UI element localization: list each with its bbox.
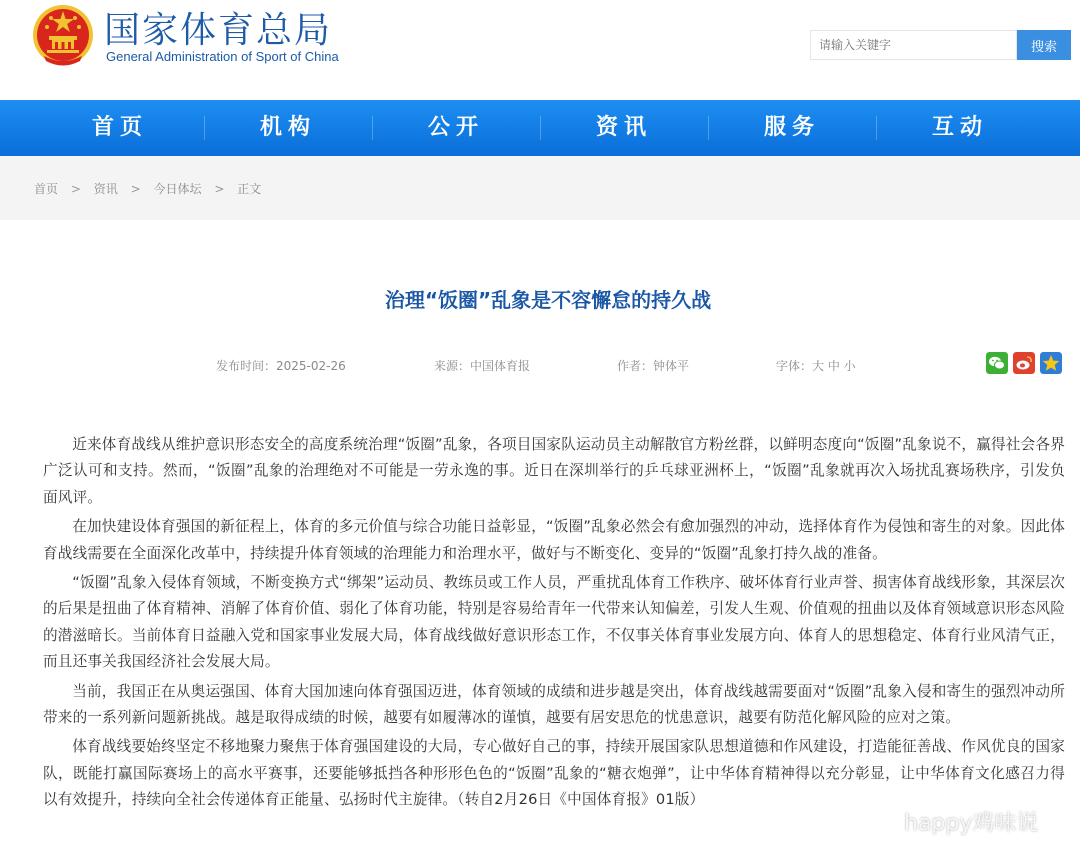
breadcrumb-current: 正文 — [237, 182, 262, 196]
font-size-switcher[interactable]: 字体：大 中 小 — [776, 359, 856, 373]
article-paragraph: 近来体育战线从维护意识形态安全的高度系统治理“饭圈”乱象，各项目国家队运动员主动解散官方粉丝群，以鲜明态度向“饭圈”乱象说不，赢得社会各界广泛认可和支持。然而，“饭圈”乱象的治理绝对不可能是一劳永逸的事。近日在深圳举行的乒乓球亚洲杯上，“饭圈”乱象就再次入场扰乱赛场秩序，引发负面风评。 — [43, 436, 1065, 506]
article-paragraph: 当前，我国正在从奥运强国、体育大国加速向体育强国迈进，体育领域的成绩和进步越是突出，体育战线越需要面对“饭圈”乱象入侵和寄生的强烈冲动所带来的一系列新问题新挑战。越是取得成绩的时候，越要有如履薄冰的谨慎，越要有居安思危的忧患意识，越要有防范化解风险的应对之策。 — [43, 682, 1065, 727]
site-header — [0, 0, 1080, 100]
site-name-cn[interactable]: 国家体育总局 — [104, 10, 333, 51]
breadcrumb-today-sports[interactable]: 今日体坛 — [153, 182, 202, 196]
breadcrumb-home[interactable]: 首页 — [34, 182, 59, 196]
national-emblem-icon[interactable] — [30, 2, 96, 68]
wechat-icon[interactable] — [986, 352, 1008, 374]
watermark: happy鸡味说 — [904, 811, 1039, 836]
article-source: 来源：中国体育报 — [434, 359, 531, 373]
breadcrumb-news[interactable]: 资讯 — [93, 182, 118, 196]
breadcrumb-separator: > — [130, 182, 141, 196]
nav-item-interact[interactable]: 互动 — [931, 115, 988, 140]
nav-item-service[interactable]: 服务 — [763, 115, 820, 140]
breadcrumb — [34, 180, 261, 197]
article-paragraph: 体育战线要始终坚定不移地聚力聚焦于体育强国建设的大局，专心做好自己的事，持续开展国家队思想道德和作风建设，打造能征善战、作风优良的国家队，既能打赢国际赛场上的高水平赛事，还要能够抵挡各种形形色色的“饭圈”乱象的“糖衣炮弹”，让中华体育精神得以充分彰显，让中华体育文化感召力得以有效提升，持续向全社会传递体育正能量、弘扬时代主旋律。（转自2月26日《中国体育报》01版） — [43, 738, 1065, 809]
nav-item-home[interactable]: 首页 — [91, 115, 148, 140]
nav-item-public[interactable]: 公开 — [427, 115, 484, 140]
weibo-icon[interactable] — [1013, 352, 1035, 374]
star-icon[interactable] — [1040, 352, 1062, 374]
breadcrumb-separator: > — [214, 182, 225, 196]
site-name-en: General Administration of Sport of China — [106, 49, 339, 64]
search-input[interactable] — [810, 30, 1017, 60]
article-author: 作者：钟体平 — [617, 359, 690, 373]
article-title: 治理“饭圈”乱象是不容懈怠的持久战 — [384, 288, 712, 312]
publish-date: 发布时间：2025-02-26 — [216, 359, 346, 373]
breadcrumb-separator: > — [70, 182, 81, 196]
article-paragraph: 在加快建设体育强国的新征程上，体育的多元价值与综合功能日益彰显，“饭圈”乱象必然会有愈加强烈的冲动，选择体育作为侵蚀和寄生的对象。因此体育战线需要在全面深化改革中，持续提升体育领域的治理能力和治理水平，做好与不断变化、变异的“饭圈”乱象打持久战的准备。 — [43, 518, 1065, 562]
search-button[interactable]: 搜索 — [1017, 30, 1071, 60]
breadcrumb-band — [0, 156, 1080, 220]
nav-item-news[interactable]: 资讯 — [595, 115, 652, 140]
main-nav — [0, 100, 1080, 156]
article-paragraph: “饭圈”乱象入侵体育领域，不断变换方式“绑架”运动员、教练员或工作人员，严重扰乱体育工作秩序、破坏体育行业声誉、损害体育战线形象，其深层次的后果是扭曲了体育精神、消解了体育价值、弱化了体育功能，特别是容易给青年一代带来认知偏差，引发人生观、价值观的扭曲以及体育领域意识形态风险的潜滋暗长。当前体育日益融入党和国家事业发展大局，体育战线做好意识形态工作，不仅事关体育事业发展方向、体育人的思想稳定、体育行业风清气正，而且还事关我国经济社会发展大局。 — [43, 574, 1065, 671]
article-body — [43, 432, 1065, 817]
nav-item-org[interactable]: 机构 — [259, 115, 316, 140]
